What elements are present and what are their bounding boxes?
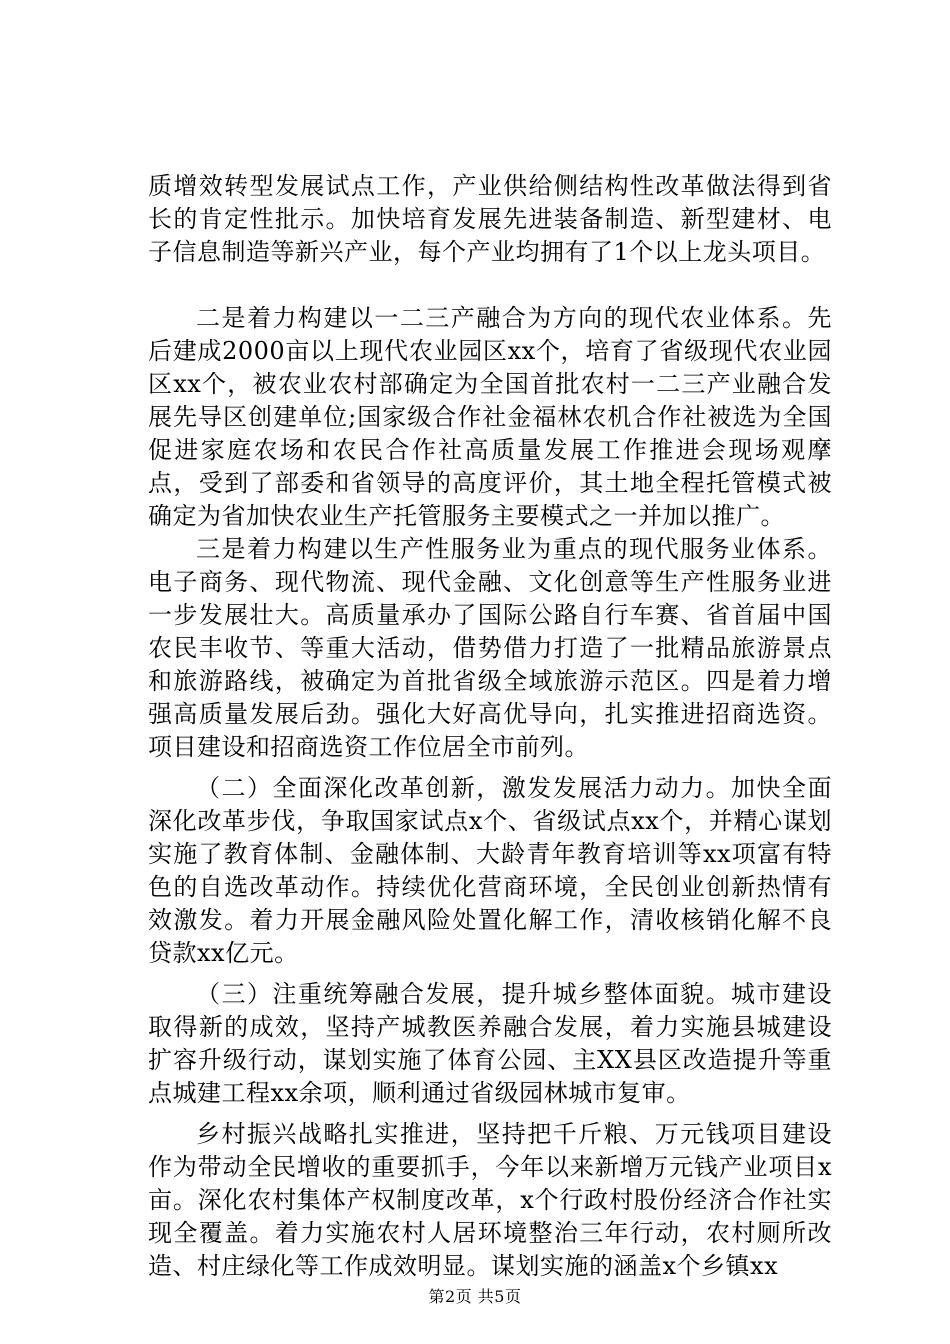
paragraph-continuation: 质增效转型发展试点工作，产业供给侧结构性改革做法得到省长的肯定性批示。加快培育发展先进装备制造、新型建材、电子信息制造等新兴产业，每个产业均拥有了1个以上龙头项目。 bbox=[148, 172, 832, 266]
page-number-footer: 第2页 共5页 bbox=[428, 1287, 522, 1306]
paragraph-rural-revitalization: 乡村振兴战略扎实推进，坚持把千斤粮、万元钱项目建设作为带动全民增收的重要抓手，今年以来新增万元钱产业项目x亩。深化农村集体产权制度改革，x个行政村股份经济合作社实现全覆盖。着力实施农村人居环境整治三年行动，农村厕所改造、村庄绿化等工作成效明显。谋划实施的涵盖x个乡镇xx bbox=[148, 1120, 832, 1280]
paragraph-services: 三是着力构建以生产性服务业为重点的现代服务业体系。电子商务、现代物流、现代金融、文化创意等生产性服务业进一步发展壮大。高质量承办了国际公路自行车赛、省首届中国农民丰收节、等重大活动，借势借力打造了一批精品旅游景点和旅游路线，被确定为首批省级全域旅游示范区。四是着力增强高质量发展后劲。强化大好高优导向，扎实推进招商选资。项目建设和招商选资工作位居全市前列。 bbox=[148, 535, 832, 761]
paragraph-agriculture: 二是着力构建以一二三产融合为方向的现代农业体系。先后建成2000亩以上现代农业园区xx个，培育了省级现代农业园区xx个，被农业农村部确定为全国首批农村一二三产业融合发展先导区创建单位;国家级合作社金福林农机合作社被选为全国促进家庭农场和农民合作社高质量发展工作推进会现场观摩点，受到了部委和省领导的高度评价，其土地全程托管模式被确定为省加快农业生产托管服务主要模式之一并加以推广。 bbox=[148, 304, 832, 530]
paragraph-reform: （二）全面深化改革创新，激发发展活力动力。加快全面深化改革步伐，争取国家试点x个、省级试点xx个，并精心谋划实施了教育体制、金融体制、大龄青年教育培训等xx项富有特色的自选改革动作。持续优化营商环境，全民创业创新热情有效激发。着力开展金融风险处置化解工作，清收核销化解不良贷款xx亿元。 bbox=[148, 774, 832, 967]
paragraph-urban-rural: （三）注重统筹融合发展，提升城乡整体面貌。城市建设取得新的成效，坚持产城教医养融合发展，着力实施县城建设扩容升级行动，谋划实施了体育公园、主XX县区改造提升等重点城建工程xx余项，顺利通过省级园林城市复审。 bbox=[148, 980, 832, 1107]
document-body bbox=[148, 170, 832, 1283]
